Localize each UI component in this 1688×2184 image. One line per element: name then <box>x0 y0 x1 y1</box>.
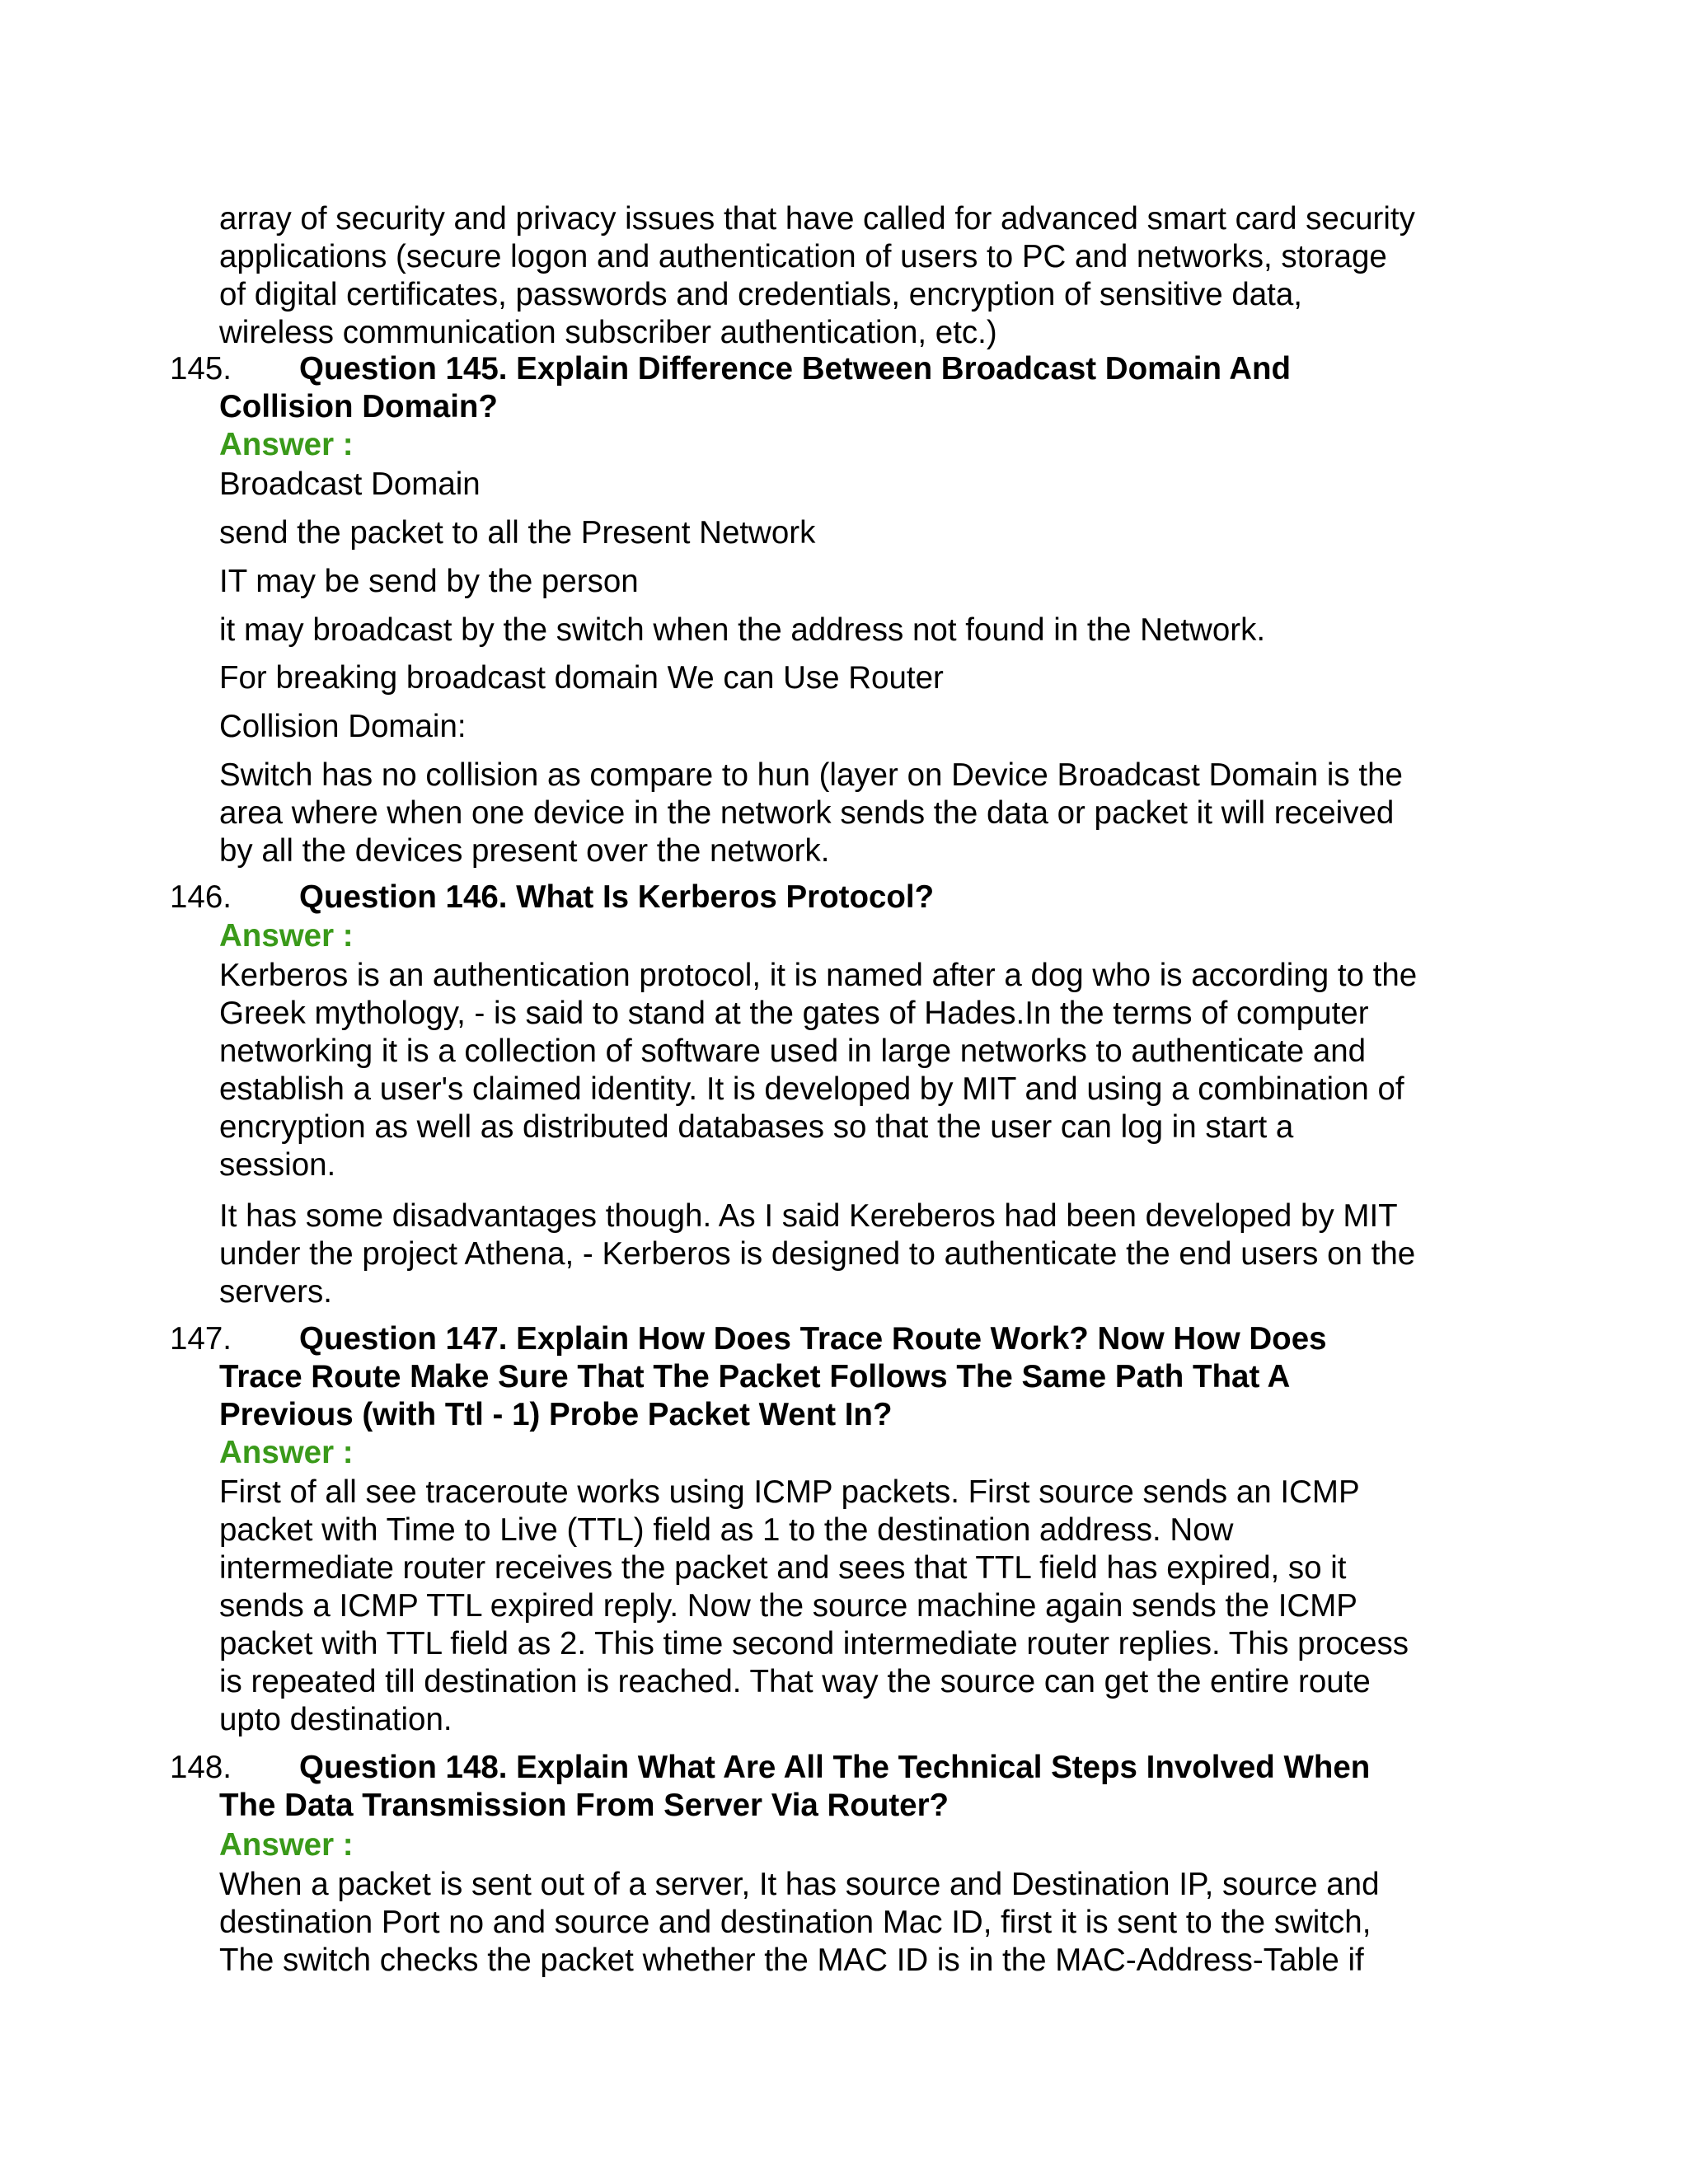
question-145-line-3: IT may be send by the person <box>219 564 639 599</box>
question-145-answer-label: Answer : <box>219 427 354 462</box>
question-146-title: Question 146. What Is Kerberos Protocol? <box>299 879 935 915</box>
question-145-line-6: Collision Domain: <box>219 709 467 744</box>
intro-paragraph: array of security and privacy issues that have called for advanced smart card security applications (secure logon and authentication of users to PC and networks, storage of digital certificates, passwords and credentials, encryption of sensitive data, wireless communication subscriber authentication, etc.) <box>219 201 1415 350</box>
question-146-answer-label: Answer : <box>219 918 354 954</box>
question-145-line-5: For breaking broadcast domain We can Use Router <box>219 660 944 696</box>
question-148-title: Question 148. Explain What Are All The Technical Steps Involved When The Data Transmission From Server Via Router? <box>219 1750 1371 1823</box>
question-146-paragraph-2: It has some disadvantages though. As I said Kereberos had been developed by MIT under the project Athena, - Kerberos is designed to authenticate the end users on the servers. <box>219 1198 1416 1310</box>
question-145-number: 145. <box>170 351 232 387</box>
question-145-line-1: Broadcast Domain <box>219 466 481 502</box>
question-147-number: 147. <box>170 1321 232 1357</box>
question-147-paragraph: First of all see traceroute works using ICMP packets. First source sends an ICMP packet with Time to Live (TTL) field as 1 to the destination address. Now intermediate router receives the packet and sees that TTL field has expired, so it sends a ICMP TTL expired reply. Now the source machine again sends the ICMP packet with TTL field as 2. This time second intermediate router replies. This process is repeated till destination is reached. That way the source can get the entire route upto destination. <box>219 1474 1409 1737</box>
question-147-title: Question 147. Explain How Does Trace Route Work? Now How Does Trace Route Make Sure That The Packet Follows The Same Path That A Previous (with Ttl - 1) Probe Packet Went In? <box>219 1321 1327 1432</box>
question-147-answer-label: Answer : <box>219 1435 354 1470</box>
question-145-line-2: send the packet to all the Present Network <box>219 515 816 551</box>
question-148-answer-label: Answer : <box>219 1827 354 1863</box>
question-148-paragraph: When a packet is sent out of a server, It has source and Destination IP, source and destination Port no and source and destination Mac ID, first it is sent to the switch, The switch checks the packet whether the MAC ID is in the MAC-Address-Table if <box>219 1867 1380 1978</box>
question-145-line-4: it may broadcast by the switch when the address not found in the Network. <box>219 612 1266 648</box>
question-145-paragraph: Switch has no collision as compare to hun (layer on Device Broadcast Domain is the area where when one device in the network sends the data or packet it will received by all the devices present over the network. <box>219 757 1403 869</box>
question-145-title: Question 145. Explain Difference Between Broadcast Domain And Collision Domain? <box>219 351 1292 424</box>
question-148-number: 148. <box>170 1750 232 1785</box>
question-146-number: 146. <box>170 879 232 915</box>
question-146-paragraph-1: Kerberos is an authentication protocol, it is named after a dog who is according to the Greek mythology, - is said to stand at the gates of Hades.In the terms of computer networking it is a collection of software used in large networks to authenticate and establish a user's claimed identity. It is developed by MIT and using a combination of encryption as well as distributed databases so that the user can log in start a session. <box>219 958 1418 1183</box>
